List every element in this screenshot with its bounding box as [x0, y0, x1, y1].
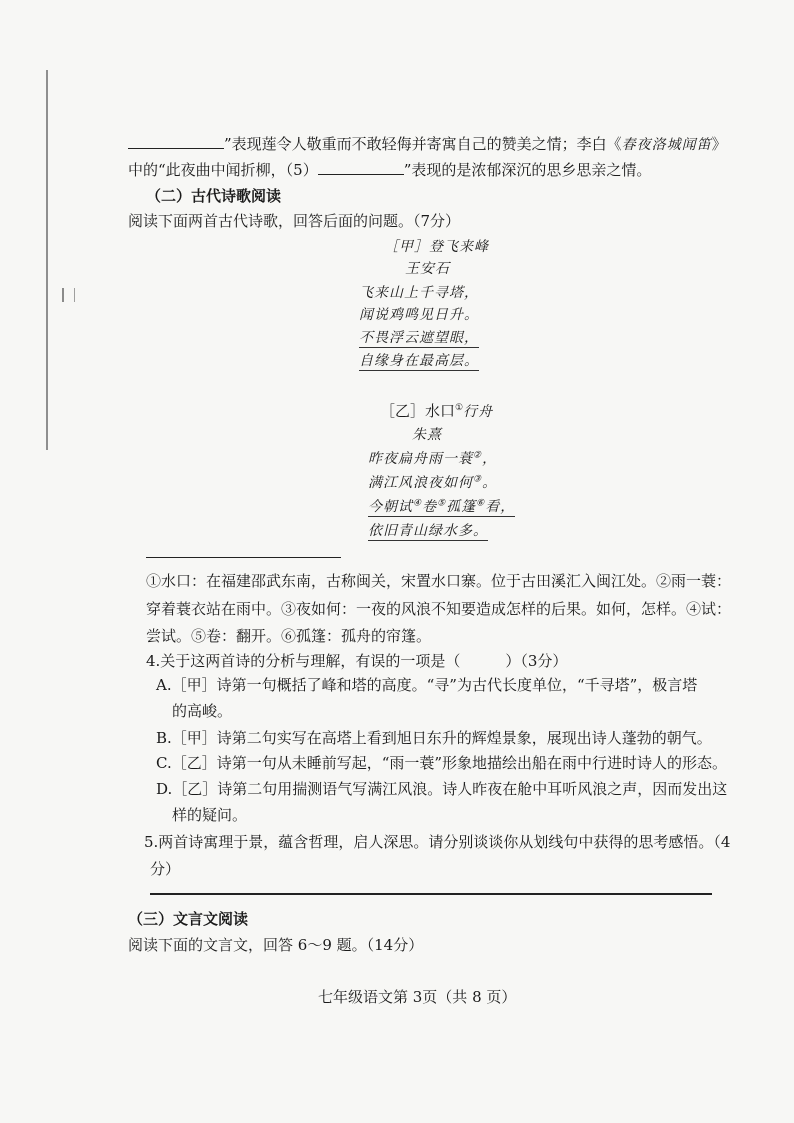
answer-blank-5[interactable]	[318, 160, 404, 175]
section-instruction-classical: 阅读下面的文言文，回答 6～9 题。（14分）	[128, 936, 424, 954]
q4-option-d-cont: 样的疑问。	[172, 806, 248, 824]
answer-blank-4[interactable]	[128, 134, 224, 149]
section-heading-classical: （三）文言文阅读	[128, 910, 249, 928]
poem-b-line-2: 满江风浪夜如何③。	[368, 474, 498, 491]
q4-option-b[interactable]: B.［甲］诗第二句实写在高塔上看到旭日东升的辉煌景象，展现出诗人蓬勃的朝气。	[156, 729, 712, 747]
poem-b-line-4	[368, 520, 488, 540]
fill-line-5: 中的“此夜曲中闻折柳，（5） ”表现的是浓郁深沉的思乡思亲之情。	[128, 161, 652, 179]
page-footer: 七年级语文第 3页（共 8 页）	[318, 988, 517, 1006]
question-4-stem: 4.关于这两首诗的分析与理解，有误的一项是（ ）（3分）	[146, 652, 568, 670]
fill-line-4: ”表现莲令人敬重而不敢轻侮并寄寓自己的赞美之情；李白《春夜洛城闻笛》	[128, 133, 727, 154]
poem-a-title: ［甲］登飞来峰	[384, 239, 489, 255]
q4-option-a[interactable]: A.［甲］诗第一句概括了峰和塔的高度。“寻”为古代长度单位，“千寻塔”，极言塔	[156, 676, 698, 694]
poem-b-title: ［乙］水口①行舟	[380, 402, 494, 420]
poem-a-line-3	[359, 327, 479, 347]
poem-a-line-1: 飞来山上千寻塔，	[359, 285, 479, 301]
q4-option-a-cont: 的高峻。	[172, 702, 233, 720]
poem-b-line-3	[368, 496, 515, 516]
question-5-stem-cont: 分）	[150, 860, 181, 878]
question-5-stem: 5.两首诗寓理于景，蕴含哲理，启人深思。请分别谈谈你从划线句中获得的思考感悟。（4	[144, 833, 731, 851]
underlined-line-b3: 今朝试④卷⑤孤篷⑥看，	[368, 498, 516, 515]
binding-edge-line	[46, 70, 48, 450]
underlined-line-a3: 不畏浮云遮望眼，	[359, 330, 479, 346]
footnote-line-3: 尝试。⑤卷：翻开。⑥孤篷：孤舟的帘篷。	[146, 627, 432, 645]
binding-mark	[62, 288, 75, 302]
poem-a-line-4	[359, 350, 479, 370]
footnote-line-2: 穿着蓑衣站在雨中。③夜如何：一夜的风浪不知要造成怎样的后果。如何，怎样。④试：	[146, 600, 732, 618]
underlined-line-a4: 自缘身在最高层。	[359, 353, 479, 369]
underlined-line-b4: 依旧青山绿水多。	[368, 523, 488, 539]
poem-b-line-1: 昨夜扁舟雨一蓑②，	[368, 450, 498, 467]
footnote-line-1: ①水口：在福建邵武东南，古称闽关，宋置水口寨。位于古田溪汇入闽江处。②雨一蓑：	[146, 572, 732, 590]
answer-line-5[interactable]	[150, 893, 712, 895]
section-heading-poetry: （二）古代诗歌阅读	[146, 187, 282, 205]
footnote-divider	[146, 557, 341, 558]
poem-b-author: 朱熹	[412, 427, 442, 443]
q4-option-c[interactable]: C.［乙］诗第一句从未睡前写起，“雨一蓑”形象地描绘出船在雨中行进时诗人的形态。	[156, 754, 728, 772]
poem-a-line-2: 闻说鸡鸣见日升。	[359, 307, 479, 323]
poem-a-author: 王安石	[405, 261, 450, 277]
q4-option-d[interactable]: D.［乙］诗第二句用揣测语气写满江风浪。诗人昨夜在舱中耳听风浪之声，因而发出这	[156, 780, 728, 798]
section-instruction-poetry: 阅读下面两首古代诗歌，回答后面的问题。（7分）	[128, 212, 461, 230]
